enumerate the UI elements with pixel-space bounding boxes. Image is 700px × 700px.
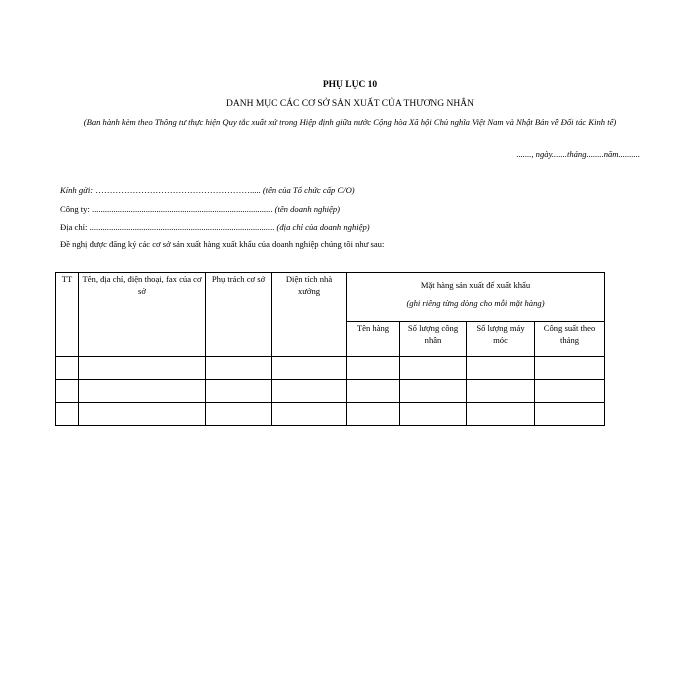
table-cell[interactable] [535,357,605,380]
company-label: Công ty: [60,204,90,214]
facilities-table [55,272,605,426]
table-cell[interactable] [400,380,467,403]
table-cell[interactable] [79,403,206,426]
table-cell[interactable] [347,403,400,426]
company-hint: (tên doanh nghiệp) [272,204,341,214]
table-cell[interactable] [400,357,467,380]
company-line [60,203,340,215]
table-cell[interactable] [467,403,535,426]
table-cell[interactable] [347,357,400,380]
header-row-top [56,273,605,322]
table-cell[interactable] [347,380,400,403]
appendix-title: PHỤ LỤC 10 [322,80,378,90]
table-cell[interactable] [467,357,535,380]
issuance-note: (Ban hành kèm theo Thông tư thực hiện Quy tắc xuất xứ trong Hiệp định giữa nước Cộng hòa Xã hội Chủ nghĩa Việt Nam và Nhật Bản về Đối tác Kinh tế) [83,117,617,127]
table-cell[interactable] [535,380,605,403]
table-cell[interactable] [400,403,467,426]
header-products [347,273,605,322]
table-cell[interactable] [272,380,347,403]
header-workers: Số lượng công nhân [400,322,467,357]
table-cell[interactable] [79,380,206,403]
header-manager: Phụ trách cơ sở [206,273,272,357]
table-row [56,380,605,403]
table-cell[interactable] [272,357,347,380]
table-cell[interactable] [206,403,272,426]
table-cell[interactable] [79,357,206,380]
header-machines: Số lượng máy móc [467,322,535,357]
address-line [60,221,370,233]
recipient-blank[interactable]: ………………………………………………..... [93,185,261,195]
header-product-name: Tên hàng [347,322,400,357]
header-products-note: (ghi riêng từng dòng cho mỗi mặt hàng) [406,298,545,308]
table-cell[interactable] [467,380,535,403]
table-cell[interactable] [206,357,272,380]
address-label: Địa chỉ: [60,222,88,232]
table-cell[interactable] [56,357,79,380]
header-tt: TT [56,273,79,357]
recipient-line [60,184,355,196]
table-cell[interactable] [272,403,347,426]
header-capacity: Công suất theo tháng [535,322,605,357]
request-text: Đề nghị được đăng ký các cơ sở sản xuất hàng xuất khẩu của doanh nghiệp chúng tôi như sau: [60,239,385,249]
table-cell[interactable] [535,403,605,426]
address-hint: (địa chỉ của doanh nghiệp) [274,222,370,232]
table-cell[interactable] [56,380,79,403]
header-products-label: Mặt hàng sản xuất để xuất khẩu [420,280,531,290]
header-area: Diện tích nhà xưởng [272,273,347,357]
table-cell[interactable] [56,403,79,426]
date-line: ......., ngày.......tháng........năm.......... [516,149,640,159]
recipient-hint: (tên của Tổ chức cấp C/O) [260,185,355,195]
table-row [56,357,605,380]
document-subtitle: DANH MỤC CÁC CƠ SỞ SẢN XUẤT CỦA THƯƠNG NHÂN [226,99,474,109]
table-cell[interactable] [206,380,272,403]
recipient-label: Kính gửi: [60,185,94,195]
header-name-address: Tên, địa chỉ, điện thoại, fax của cơ sở [79,273,206,357]
address-blank[interactable]: ...................................................................................... [87,222,275,232]
table-row [56,403,605,426]
company-blank[interactable]: .................................................................................... [89,204,273,214]
